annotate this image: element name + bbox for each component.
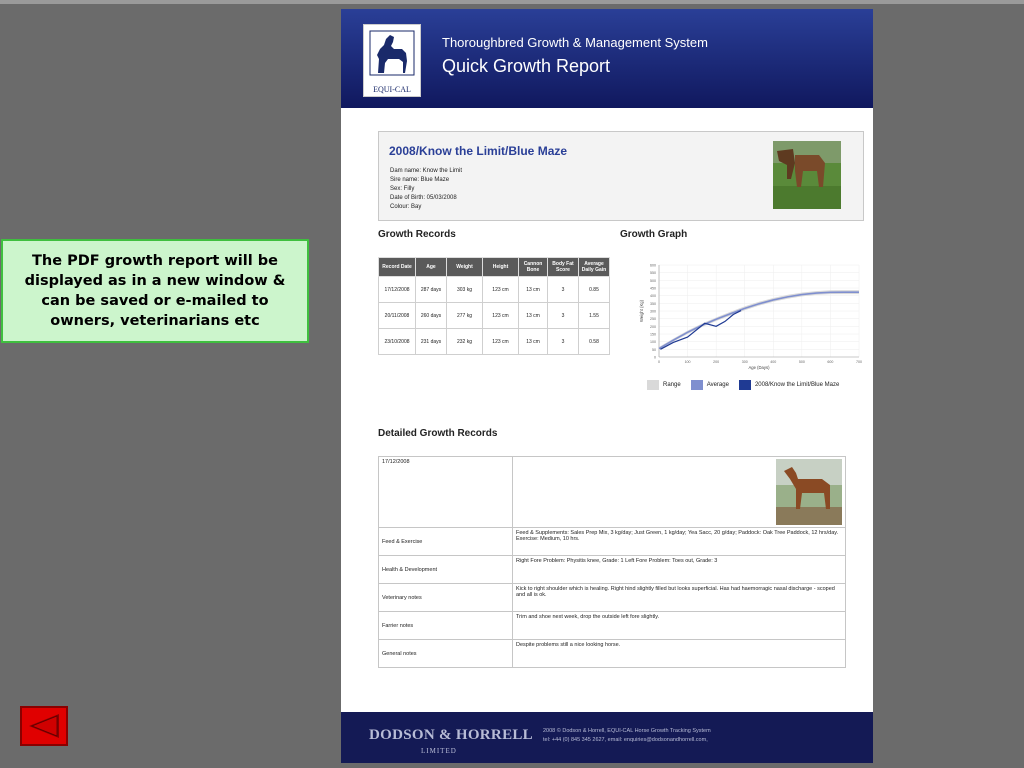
series-average-line: [659, 292, 859, 348]
x-tick-label: 200: [713, 360, 720, 364]
row-label: Veterinary notes: [379, 584, 513, 612]
legend-swatch: [647, 380, 659, 390]
growth-records-heading: Growth Records: [378, 229, 456, 240]
equi-cal-logo: [363, 24, 421, 97]
y-tick-label: 500: [650, 278, 656, 283]
table-cell: 123 cm: [483, 303, 519, 329]
table-cell: 13 cm: [519, 303, 548, 329]
row-value: Right Fore Problem: Physitis knee, Grade: 1 Left Fore Problem: Toes out, Grade: 3: [513, 556, 846, 584]
report-title: Quick Growth Report: [442, 56, 611, 76]
horse-logo-icon: [364, 29, 420, 79]
table-cell: 17/12/2008: [379, 277, 416, 303]
x-tick-label: 300: [741, 360, 748, 364]
dam-name: Dam name: Know the Limit: [390, 168, 463, 174]
pdf-report-page: [341, 9, 873, 763]
table-cell: 13 cm: [519, 329, 548, 355]
y-tick-label: 450: [650, 286, 656, 291]
table-cell: 232 kg: [447, 329, 483, 355]
photo-cell: [513, 457, 846, 528]
legend-item-range: [647, 380, 681, 390]
table-row: [379, 329, 610, 355]
table-row: [379, 584, 846, 612]
y-tick-label: 400: [650, 294, 656, 299]
y-tick-label: 300: [650, 309, 656, 314]
legend-label: 2008/Know the Limit/Blue Maze: [754, 382, 840, 388]
detailed-records-heading: Detailed Growth Records: [378, 428, 498, 439]
horse-name: 2008/Know the Limit/Blue Maze: [389, 144, 568, 158]
legend-swatch: [691, 380, 703, 390]
x-axis-label: Age (Days): [748, 365, 770, 370]
footer-contact: [543, 727, 711, 745]
system-name: Thoroughbred Growth & Management System: [442, 35, 708, 50]
table-cell: 0.58: [579, 329, 610, 355]
y-tick-label: 0: [654, 355, 656, 360]
row-value: Despite problems still a nice looking horse.: [513, 640, 846, 668]
y-tick-label: 550: [650, 271, 656, 276]
table-header-row: [379, 258, 610, 277]
table-cell: 287 days: [416, 277, 447, 303]
sire-name: Sire name: Blue Maze: [390, 177, 450, 183]
column-header: Record Date: [379, 258, 416, 277]
report-footer: [341, 712, 873, 763]
record-date: 17/12/2008: [379, 457, 513, 528]
column-header: Average Daily Gain: [579, 258, 610, 277]
series-range-band: [659, 290, 859, 350]
y-tick-label: 350: [650, 301, 656, 306]
row-label: Health & Development: [379, 556, 513, 584]
table-cell: 13 cm: [519, 277, 548, 303]
back-button[interactable]: [20, 706, 68, 746]
column-header: Cannon Bone: [519, 258, 548, 277]
table-cell: 3: [548, 277, 579, 303]
column-header: Weight: [447, 258, 483, 277]
y-tick-label: 50: [652, 347, 656, 352]
report-header: [341, 9, 873, 108]
table-row: [379, 277, 610, 303]
table-row: [379, 640, 846, 668]
growth-records-table: [378, 257, 610, 355]
table-cell: 277 kg: [447, 303, 483, 329]
x-tick-label: 600: [827, 360, 834, 364]
legend-label: Average: [706, 382, 729, 388]
table-cell: 260 days: [416, 303, 447, 329]
row-value: Feed & Supplements: Sales Prep Mix, 3 kg/day; Just Green, 1 kg/day; Yea Sacc, 20 g/day; Paddock: Oak Tree Paddock, 12 hrs/day. Exercise: Medium, 10 hrs.: [513, 528, 846, 556]
footer-copyright: 2008 © Dodson & Horrell, EQUI-CAL Horse Growth Tracking System: [543, 728, 711, 734]
column-header: Body Fat Score: [548, 258, 579, 277]
graph-legend: [647, 380, 849, 390]
foal-photo: [773, 141, 841, 209]
table-cell: 23/10/2008: [379, 329, 416, 355]
table-cell: 3: [548, 303, 579, 329]
y-tick-label: 600: [650, 263, 656, 268]
row-value: Kick to right shoulder which is healing. Right hind slightly filled but looks superficial. Has had haemorragic nasal discharge - scoped and all is ok.: [513, 584, 846, 612]
table-cell: 1.55: [579, 303, 610, 329]
info-callout: [1, 239, 309, 343]
x-tick-label: 100: [684, 360, 691, 364]
legend-item-horse: [739, 380, 839, 390]
table-row: [379, 612, 846, 640]
footer-company: DODSON & HORRELL: [369, 727, 533, 743]
horse-photo: [776, 459, 842, 525]
detail-date-row: [379, 457, 846, 528]
x-tick-label: 400: [770, 360, 777, 364]
row-label: Feed & Exercise: [379, 528, 513, 556]
table-cell: 123 cm: [483, 277, 519, 303]
table-cell: 231 days: [416, 329, 447, 355]
y-tick-label: 100: [650, 340, 656, 345]
table-row: [379, 556, 846, 584]
row-label: General notes: [379, 640, 513, 668]
series-horse-line: [660, 311, 741, 350]
colour: Colour: Bay: [390, 204, 422, 210]
y-tick-label: 200: [650, 324, 656, 329]
table-cell: 3: [548, 329, 579, 355]
x-tick-label: 500: [798, 360, 805, 364]
legend-item-average: [691, 380, 729, 390]
row-label: Farrier notes: [379, 612, 513, 640]
growth-graph: [625, 257, 871, 397]
arrow-left-icon: [26, 712, 62, 740]
growth-graph-heading: Growth Graph: [620, 229, 688, 240]
column-header: Height: [483, 258, 519, 277]
table-cell: 20/11/2008: [379, 303, 416, 329]
profile-details: [390, 167, 462, 212]
date-of-birth: Date of Birth: 05/03/2008: [390, 195, 457, 201]
callout-text: The PDF growth report will be displayed as in a new window & can be saved or e-mailed to owners, veterinarians etc: [24, 253, 286, 329]
table-row: [379, 528, 846, 556]
x-tick-label: 700: [856, 360, 862, 364]
y-axis-label: Weight (Kg): [639, 299, 644, 323]
table-cell: 0.85: [579, 277, 610, 303]
y-tick-label: 250: [650, 317, 656, 322]
detailed-records-table: [378, 456, 846, 668]
legend-label: Range: [663, 382, 681, 388]
sex: Sex: Filly: [390, 186, 415, 192]
table-cell: 123 cm: [483, 329, 519, 355]
horse-profile-box: [378, 131, 864, 221]
logo-text: EQUI-CAL: [373, 85, 411, 94]
column-header: Age: [416, 258, 447, 277]
table-cell: 303 kg: [447, 277, 483, 303]
row-value: Trim and shoe next week, drop the outside left fore slightly.: [513, 612, 846, 640]
footer-limited: LIMITED: [421, 747, 457, 755]
footer-contact-info: tel: +44 (0) 845 345 2627, email: enquiries@dodsonandhorrell.com,: [543, 737, 708, 743]
y-tick-label: 150: [650, 332, 656, 337]
top-border: [0, 0, 1024, 4]
table-row: [379, 303, 610, 329]
legend-swatch: [739, 380, 751, 390]
x-tick-label: 0: [658, 360, 660, 364]
